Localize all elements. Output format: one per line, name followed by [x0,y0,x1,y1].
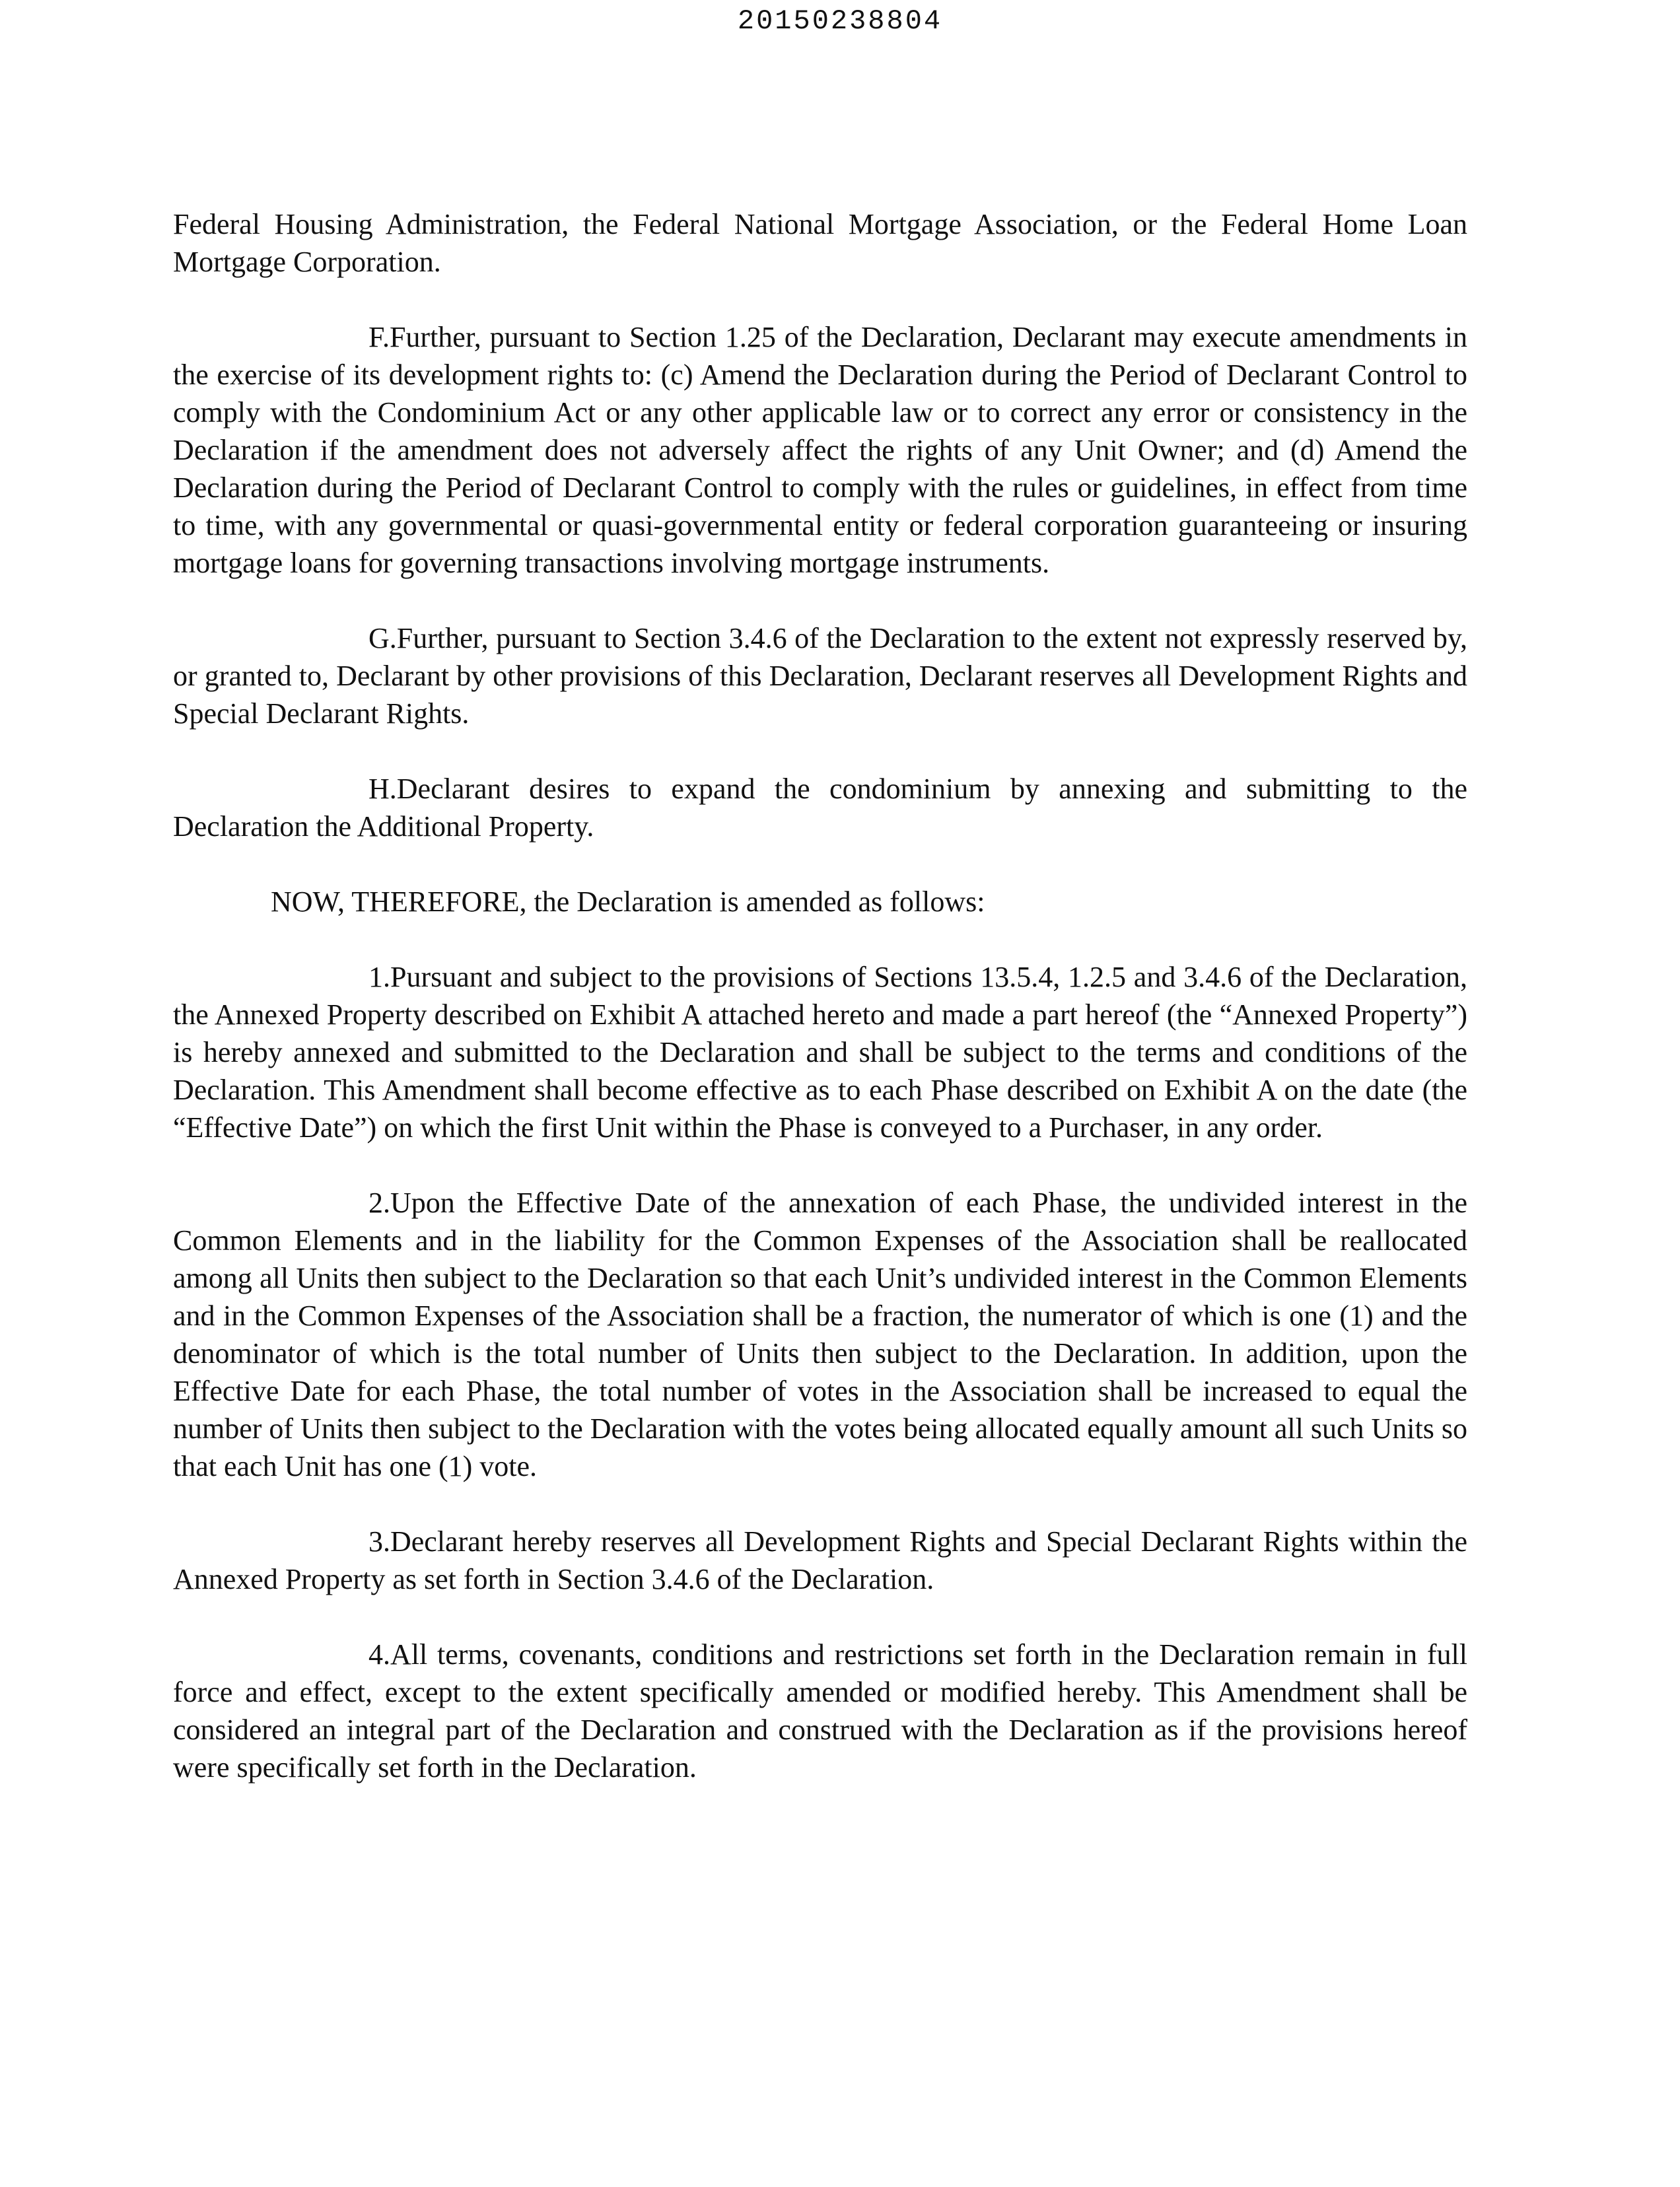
document-body [173,205,1467,1786]
paragraph-now-therefore: NOW, THEREFORE, the Declaration is amended as follows: [271,885,985,918]
paragraph-continuation: Federal Housing Administration, the Federal National Mortgage Association, or the Federal Home Loan Mortgage Corporation. [173,208,1467,278]
paragraph-label: F. [368,321,390,353]
paragraph-text: Upon the Effective Date of the annexation of each Phase, the undivided interest in the Common Elements and in the liability for the Common Expenses of the Association shall be reallocated among all Units then subject to the Declaration so that each Unit’s undivided interest in the Common Elements and in the Common Expenses of the Association shall be a fraction, the numerator of which is one (1) and the denominator of which is the total number of Units then subject to the Declaration. In addition, upon the Effective Date for each Phase, the total number of votes in the Association shall be increased to equal the number of Units then subject to the Declaration with the votes being allocated equally amount all such Units so that each Unit has one (1) vote. [173,1187,1467,1482]
paragraph-label: 3. [368,1525,390,1558]
paragraph-text: Pursuant and subject to the provisions of Sections 13.5.4, 1.2.5 and 3.4.6 of the Declaration, the Annexed Property described on Exhibit A attached hereto and made a part hereof (the “Annexed Property”) is hereby annexed and submitted to the Declaration and shall be subject to the terms and conditions of the Declaration. This Amendment shall become effective as to each Phase described on Exhibit A on the date (the “Effective Date”) on which the first Unit within the Phase is conveyed to a Purchaser, in any order. [173,961,1467,1144]
paragraph-label: 2. [368,1187,390,1219]
paragraph-g [173,619,1467,732]
paragraph-f [173,318,1467,582]
paragraph-4 [173,1636,1467,1786]
paragraph-text: Further, pursuant to Section 1.25 of the Declaration, Declarant may execute amendments in the exercise of its development rights to: (c) Amend the Declaration during the Period of Declarant Control to comply with the Condominium Act or any other applicable law or to correct any error or consistency in the Declaration if the amendment does not adversely affect the rights of any Unit Owner; and (d) Amend the Declaration during the Period of Declarant Control to comply with the rules or guidelines, in effect from time to time, with any governmental or quasi-governmental entity or federal corporation guaranteeing or insuring mortgage loans for governing transactions involving mortgage instruments. [173,321,1467,579]
paragraph-label: 1. [368,961,390,993]
paragraph-label: H. [368,773,397,805]
paragraph-label: 4. [368,1638,390,1671]
paragraph-text: All terms, covenants, conditions and restrictions set forth in the Declaration remain in full force and effect, except to the extent specifically amended or modified hereby. This Amendment shall be considered an integral part of the Declaration and construed with the Declaration as if the provisions hereof were specifically set forth in the Declaration. [173,1638,1467,1784]
paragraph-h [173,770,1467,845]
paragraph-2 [173,1184,1467,1485]
paragraph-text: Declarant hereby reserves all Development Rights and Special Declarant Rights within the Annexed Property as set forth in Section 3.4.6 of the Declaration. [173,1525,1467,1595]
paragraph-3 [173,1523,1467,1598]
paragraph-text: Further, pursuant to Section 3.4.6 of the Declaration to the extent not expressly reserved by, or granted to, Declarant by other provisions of this Declaration, Declarant reserves all Development Rights and Special Declarant Rights. [173,622,1467,730]
paragraph-1 [173,958,1467,1146]
paragraph-label: G. [368,622,397,654]
document-number: 20150238804 [737,5,943,37]
paragraph-text: Declarant desires to expand the condominium by annexing and submitting to the Declaration the Additional Property. [173,773,1467,843]
